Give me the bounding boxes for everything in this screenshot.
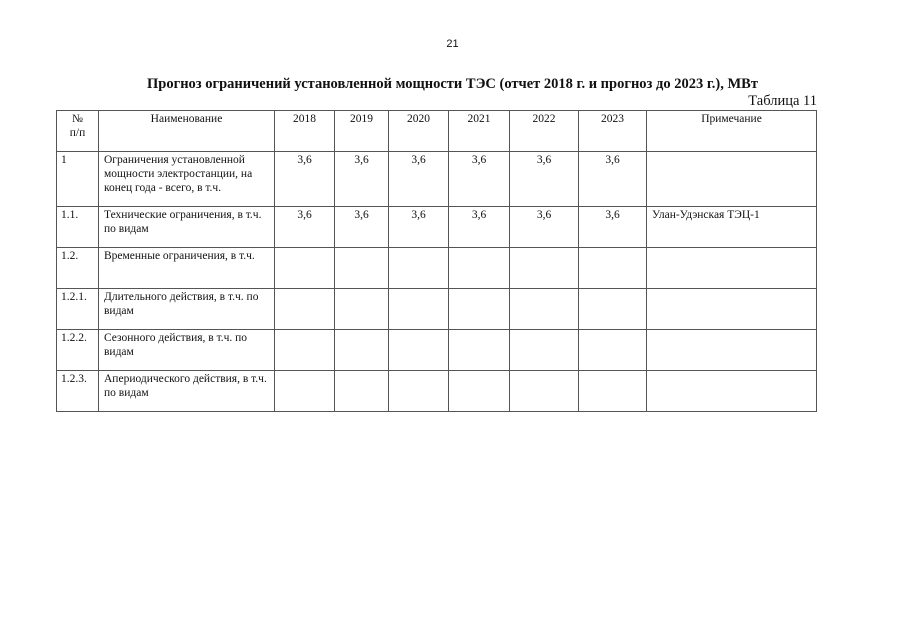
header-year: 2022	[510, 111, 579, 152]
page-number: 21	[446, 38, 459, 50]
row-value: 3,6	[389, 152, 449, 207]
row-value: 3,6	[275, 207, 335, 248]
row-value	[510, 248, 579, 289]
row-value: 3,6	[579, 152, 647, 207]
header-number-line2: п/п	[69, 127, 86, 139]
row-code: 1.2.2.	[57, 330, 99, 371]
row-value	[449, 289, 510, 330]
table-row	[57, 289, 817, 330]
row-value	[510, 330, 579, 371]
table-label: Таблица 11	[748, 93, 817, 109]
row-note	[647, 248, 817, 289]
row-note	[647, 289, 817, 330]
row-value	[389, 289, 449, 330]
row-value	[449, 330, 510, 371]
row-code: 1.2.	[57, 248, 99, 289]
row-code: 1	[57, 152, 99, 207]
header-number	[57, 111, 99, 152]
row-value	[449, 371, 510, 412]
row-value: 3,6	[510, 207, 579, 248]
row-value	[449, 248, 510, 289]
row-value: 3,6	[335, 152, 389, 207]
table-row	[57, 371, 817, 412]
row-value	[579, 371, 647, 412]
header-name: Наименование	[99, 111, 275, 152]
row-note	[647, 152, 817, 207]
row-value	[335, 371, 389, 412]
row-name: Ограничения установленной мощности электростанции, на конец года - всего, в т.ч.	[99, 152, 275, 207]
row-value: 3,6	[335, 207, 389, 248]
row-value	[510, 371, 579, 412]
header-year: 2018	[275, 111, 335, 152]
table-row	[57, 330, 817, 371]
row-name: Технические ограничения, в т.ч. по видам	[99, 207, 275, 248]
row-value	[335, 330, 389, 371]
row-code: 1.2.3.	[57, 371, 99, 412]
row-value	[579, 330, 647, 371]
row-value	[389, 330, 449, 371]
row-value: 3,6	[579, 207, 647, 248]
row-value: 3,6	[275, 152, 335, 207]
row-value	[510, 289, 579, 330]
row-name: Временные ограничения, в т.ч.	[99, 248, 275, 289]
row-value	[275, 371, 335, 412]
row-value	[579, 248, 647, 289]
row-value	[335, 248, 389, 289]
table-header-row	[57, 111, 817, 152]
header-note: Примечание	[647, 111, 817, 152]
row-value	[389, 248, 449, 289]
row-note	[647, 371, 817, 412]
row-name: Апериодического действия, в т.ч. по видам	[99, 371, 275, 412]
header-year: 2019	[335, 111, 389, 152]
row-value: 3,6	[510, 152, 579, 207]
row-value: 3,6	[449, 152, 510, 207]
header-year: 2020	[389, 111, 449, 152]
header-number-line1: №	[72, 113, 83, 125]
document-title: Прогноз ограничений установленной мощности ТЭС (отчет 2018 г. и прогноз до 2023 г.), МВт	[147, 76, 758, 92]
row-value	[275, 248, 335, 289]
row-note	[647, 330, 817, 371]
row-code: 1.1.	[57, 207, 99, 248]
row-value	[275, 330, 335, 371]
row-note: Улан-Удэнская ТЭЦ-1	[647, 207, 817, 248]
table-row	[57, 152, 817, 207]
header-year: 2023	[579, 111, 647, 152]
row-code: 1.2.1.	[57, 289, 99, 330]
row-name: Длительного действия, в т.ч. по видам	[99, 289, 275, 330]
row-value: 3,6	[389, 207, 449, 248]
row-name: Сезонного действия, в т.ч. по видам	[99, 330, 275, 371]
forecast-table	[56, 110, 817, 412]
header-year: 2021	[449, 111, 510, 152]
row-value	[335, 289, 389, 330]
row-value	[275, 289, 335, 330]
table-row	[57, 248, 817, 289]
row-value: 3,6	[449, 207, 510, 248]
table-row	[57, 207, 817, 248]
row-value	[389, 371, 449, 412]
row-value	[579, 289, 647, 330]
